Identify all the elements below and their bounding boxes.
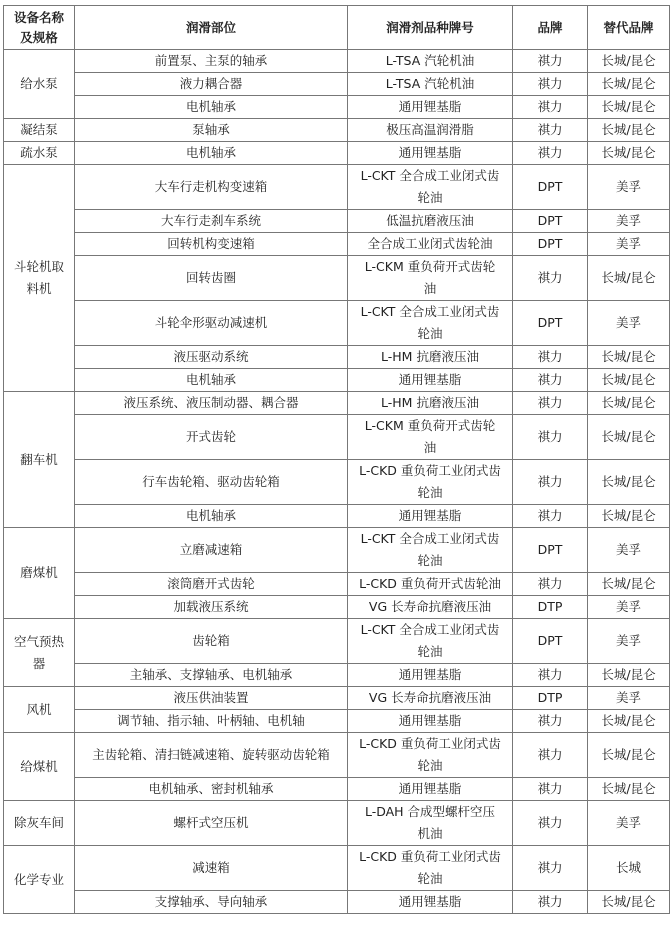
alt-brand-cell: 长城/昆仑 <box>588 710 670 733</box>
lubricant-cell <box>348 505 513 528</box>
lubricant-cell-line: 通用锂基脂 <box>398 99 462 114</box>
brand-cell: 祺力 <box>513 505 588 528</box>
equipment-cell-line: 器 <box>32 655 46 671</box>
brand-cell: 祺力 <box>513 778 588 801</box>
lubricant-cell <box>348 801 513 846</box>
alt-brand-cell: 长城/昆仑 <box>588 96 670 119</box>
table-row <box>4 891 670 914</box>
equipment-cell-line: 疏水泵 <box>20 145 58 160</box>
table-row <box>4 710 670 733</box>
lubricant-cell <box>348 733 513 778</box>
equipment-cell <box>4 801 75 846</box>
brand-cell: 祺力 <box>513 664 588 687</box>
equipment-cell-line: 凝结泵 <box>20 122 58 137</box>
lubricant-cell <box>348 346 513 369</box>
location-cell: 立磨减速箱 <box>75 528 348 573</box>
alt-brand-cell: 美孚 <box>588 165 670 210</box>
table-row <box>4 505 670 528</box>
lubricant-cell <box>348 256 513 301</box>
equipment-cell-line: 磨煤机 <box>20 565 58 580</box>
equipment-cell <box>4 142 75 165</box>
lubricant-cell <box>348 778 513 801</box>
lubricant-cell-line: 通用锂基脂 <box>398 894 462 909</box>
lubricant-cell-line: 通用锂基脂 <box>398 372 462 387</box>
brand-cell: DTP <box>513 687 588 710</box>
table-row <box>4 73 670 96</box>
equipment-cell-line: 料机 <box>26 281 52 296</box>
brand-cell: 祺力 <box>513 346 588 369</box>
location-cell: 电机轴承 <box>75 142 348 165</box>
location-cell: 回转齿圈 <box>75 256 348 301</box>
table-row <box>4 619 670 664</box>
lubricant-cell <box>348 528 513 573</box>
lubricant-cell <box>348 210 513 233</box>
brand-cell: 祺力 <box>513 392 588 415</box>
equipment-cell-line: 斗轮机取 <box>13 259 64 274</box>
brand-cell: DTP <box>513 596 588 619</box>
brand-cell: 祺力 <box>513 369 588 392</box>
lubricant-cell-line: 通用锂基脂 <box>398 781 462 796</box>
lubricant-cell-line: VG 长寿命抗磨液压油 <box>368 599 492 614</box>
table-row <box>4 119 670 142</box>
table-row <box>4 460 670 505</box>
equipment-cell-line: 除灰车间 <box>13 815 64 830</box>
lubricant-cell <box>348 891 513 914</box>
alt-brand-cell: 长城/昆仑 <box>588 73 670 96</box>
brand-cell: DPT <box>513 233 588 256</box>
location-cell: 螺杆式空压机 <box>75 801 348 846</box>
lubricant-cell-line: 通用锂基脂 <box>398 713 462 728</box>
equipment-cell <box>4 50 75 119</box>
location-cell: 电机轴承 <box>75 369 348 392</box>
location-cell: 滚筒磨开式齿轮 <box>75 573 348 596</box>
location-cell: 行车齿轮箱、驱动齿轮箱 <box>75 460 348 505</box>
lubricant-cell-line: 通用锂基脂 <box>398 508 462 523</box>
table-row <box>4 369 670 392</box>
alt-brand-cell: 长城/昆仑 <box>588 460 670 505</box>
lubricant-cell-line: L-HM 抗磨液压油 <box>381 349 479 364</box>
alt-brand-cell: 长城/昆仑 <box>588 392 670 415</box>
location-cell: 齿轮箱 <box>75 619 348 664</box>
alt-brand-cell: 长城 <box>588 846 670 891</box>
header-alt-brand: 替代品牌 <box>588 6 670 50</box>
lubricant-cell-line: L-DAH 合成型螺杆空压 <box>364 804 496 819</box>
lubricant-cell-line: 机油 <box>417 826 443 841</box>
location-cell: 斗轮伞形驱动减速机 <box>75 301 348 346</box>
location-cell: 液力耦合器 <box>75 73 348 96</box>
lubricant-cell-line: 轮油 <box>417 644 443 659</box>
lubricant-cell-line: L-CKD 重负荷工业闭式齿 <box>359 736 501 751</box>
lubricant-cell <box>348 96 513 119</box>
table-row <box>4 778 670 801</box>
header-lubricant: 润滑剂品种牌号 <box>348 6 513 50</box>
lubricant-cell-line: 通用锂基脂 <box>398 145 462 160</box>
equipment-cell <box>4 528 75 619</box>
lubricant-cell <box>348 73 513 96</box>
lubricant-cell <box>348 233 513 256</box>
header-row <box>4 6 670 50</box>
lubricant-cell <box>348 710 513 733</box>
location-cell: 泵轴承 <box>75 119 348 142</box>
lubricant-cell-line: 轮油 <box>417 190 443 205</box>
brand-cell: DPT <box>513 619 588 664</box>
alt-brand-cell: 美孚 <box>588 619 670 664</box>
brand-cell: 祺力 <box>513 891 588 914</box>
lubricant-cell-line: L-CKD 重负荷工业闭式齿 <box>359 463 501 478</box>
lubricant-cell <box>348 619 513 664</box>
alt-brand-cell: 长城/昆仑 <box>588 119 670 142</box>
lubricant-cell-line: 极压高温润滑脂 <box>386 122 474 137</box>
brand-cell: 祺力 <box>513 256 588 301</box>
lubricant-cell-line: 轮油 <box>417 485 443 500</box>
alt-brand-cell: 长城/昆仑 <box>588 505 670 528</box>
equipment-cell-line: 化学专业 <box>13 871 64 887</box>
location-cell: 调节轴、指示轴、叶柄轴、电机轴 <box>75 710 348 733</box>
lubricant-cell-line: L-CKT 全合成工业闭式齿 <box>360 622 500 637</box>
lubricant-cell <box>348 142 513 165</box>
location-cell: 主轴承、支撑轴承、电机轴承 <box>75 664 348 687</box>
lubricant-cell <box>348 415 513 460</box>
brand-cell: 祺力 <box>513 142 588 165</box>
lubricant-cell-line: L-CKT 全合成工业闭式齿 <box>360 304 500 319</box>
lubricant-cell <box>348 460 513 505</box>
brand-cell: DPT <box>513 165 588 210</box>
location-cell: 液压系统、液压制动器、耦合器 <box>75 392 348 415</box>
brand-cell: 祺力 <box>513 710 588 733</box>
table-row <box>4 346 670 369</box>
location-cell: 加载液压系统 <box>75 596 348 619</box>
equipment-cell <box>4 119 75 142</box>
equipment-cell-line: 给水泵 <box>20 76 58 91</box>
lubricant-cell-line: 轮油 <box>417 758 443 773</box>
table-row <box>4 801 670 846</box>
equipment-cell <box>4 392 75 528</box>
equipment-cell-line: 空气预热 <box>13 633 64 649</box>
alt-brand-cell: 长城/昆仑 <box>588 256 670 301</box>
lubricant-cell-line: 轮油 <box>417 871 443 886</box>
table-row <box>4 415 670 460</box>
alt-brand-cell: 美孚 <box>588 687 670 710</box>
lubrication-table <box>3 5 670 914</box>
header-equipment <box>4 6 75 50</box>
lubricant-cell <box>348 392 513 415</box>
table-row <box>4 846 670 891</box>
brand-cell: 祺力 <box>513 50 588 73</box>
alt-brand-cell: 长城/昆仑 <box>588 573 670 596</box>
location-cell: 电机轴承、密封机轴承 <box>75 778 348 801</box>
location-cell: 大车行走刹车系统 <box>75 210 348 233</box>
table-row <box>4 301 670 346</box>
brand-cell: 祺力 <box>513 801 588 846</box>
location-cell: 回转机构变速箱 <box>75 233 348 256</box>
brand-cell: 祺力 <box>513 415 588 460</box>
lubricant-cell-line: VG 长寿命抗磨液压油 <box>368 690 492 705</box>
brand-cell: DPT <box>513 528 588 573</box>
lubricant-cell-line: 通用锂基脂 <box>398 667 462 682</box>
brand-cell: 祺力 <box>513 733 588 778</box>
table-row <box>4 733 670 778</box>
equipment-cell-line: 翻车机 <box>20 451 58 467</box>
brand-cell: 祺力 <box>513 460 588 505</box>
brand-cell: 祺力 <box>513 573 588 596</box>
lubricant-cell-line: L-TSA 汽轮机油 <box>385 76 475 91</box>
brand-cell: DPT <box>513 210 588 233</box>
alt-brand-cell: 长城/昆仑 <box>588 415 670 460</box>
location-cell: 前置泵、主泵的轴承 <box>75 50 348 73</box>
table-row <box>4 256 670 301</box>
lubricant-cell <box>348 573 513 596</box>
location-cell: 液压驱动系统 <box>75 346 348 369</box>
brand-cell: 祺力 <box>513 96 588 119</box>
lubricant-cell <box>348 369 513 392</box>
lubricant-cell <box>348 596 513 619</box>
table-row <box>4 664 670 687</box>
table-row <box>4 233 670 256</box>
brand-cell: 祺力 <box>513 119 588 142</box>
table-row <box>4 687 670 710</box>
lubricant-cell <box>348 165 513 210</box>
table-row <box>4 165 670 210</box>
header-location: 润滑部位 <box>75 6 348 50</box>
lubricant-cell-line: 低温抗磨液压油 <box>386 213 474 228</box>
table-row <box>4 573 670 596</box>
alt-brand-cell: 美孚 <box>588 210 670 233</box>
location-cell: 主齿轮箱、清扫链减速箱、旋转驱动齿轮箱 <box>75 733 348 778</box>
table-row <box>4 142 670 165</box>
location-cell: 电机轴承 <box>75 96 348 119</box>
table-row <box>4 96 670 119</box>
lubricant-cell <box>348 50 513 73</box>
lubricant-cell <box>348 664 513 687</box>
equipment-cell <box>4 846 75 914</box>
table-row <box>4 210 670 233</box>
lubricant-cell-line: 油 <box>423 281 437 296</box>
location-cell: 大车行走机构变速箱 <box>75 165 348 210</box>
lubricant-cell-line: L-CKT 全合成工业闭式齿 <box>360 531 500 546</box>
equipment-cell <box>4 687 75 733</box>
lubricant-cell-line: L-CKD 重负荷开式齿轮油 <box>359 576 501 591</box>
equipment-cell <box>4 619 75 687</box>
location-cell: 开式齿轮 <box>75 415 348 460</box>
brand-cell: DPT <box>513 301 588 346</box>
alt-brand-cell: 美孚 <box>588 233 670 256</box>
table-row <box>4 50 670 73</box>
equipment-cell-line: 给煤机 <box>20 758 58 774</box>
lubricant-cell <box>348 846 513 891</box>
header-brand: 品牌 <box>513 6 588 50</box>
equipment-cell <box>4 733 75 801</box>
table-row <box>4 596 670 619</box>
lubricant-cell-line: L-CKD 重负荷工业闭式齿 <box>359 849 501 864</box>
lubricant-cell-line: L-CKM 重负荷开式齿轮 <box>364 259 496 274</box>
location-cell: 支撑轴承、导向轴承 <box>75 891 348 914</box>
lubricant-cell-line: L-HM 抗磨液压油 <box>381 395 479 410</box>
lubricant-cell <box>348 301 513 346</box>
lubricant-cell-line: L-TSA 汽轮机油 <box>385 53 475 68</box>
location-cell: 电机轴承 <box>75 505 348 528</box>
alt-brand-cell: 长城/昆仑 <box>588 142 670 165</box>
brand-cell: 祺力 <box>513 846 588 891</box>
lubricant-cell-line: 轮油 <box>417 553 443 568</box>
equipment-cell <box>4 165 75 392</box>
alt-brand-cell: 美孚 <box>588 596 670 619</box>
alt-brand-cell: 美孚 <box>588 301 670 346</box>
alt-brand-cell: 长城/昆仑 <box>588 778 670 801</box>
lubricant-cell <box>348 119 513 142</box>
brand-cell: 祺力 <box>513 73 588 96</box>
alt-brand-cell: 美孚 <box>588 801 670 846</box>
lubricant-cell-line: 全合成工业闭式齿轮油 <box>367 236 493 251</box>
header-equipment-line-2: 及规格 <box>20 29 58 45</box>
header-equipment-line-1: 设备名称 <box>13 9 64 25</box>
alt-brand-cell: 美孚 <box>588 528 670 573</box>
alt-brand-cell: 长城/昆仑 <box>588 733 670 778</box>
lubricant-cell-line: L-CKT 全合成工业闭式齿 <box>360 168 500 183</box>
lubricant-cell <box>348 687 513 710</box>
location-cell: 减速箱 <box>75 846 348 891</box>
lubricant-cell-line: L-CKM 重负荷开式齿轮 <box>364 418 496 433</box>
alt-brand-cell: 长城/昆仑 <box>588 346 670 369</box>
location-cell: 液压供油装置 <box>75 687 348 710</box>
lubricant-cell-line: 轮油 <box>417 326 443 341</box>
equipment-cell-line: 风机 <box>26 701 52 717</box>
table-row <box>4 392 670 415</box>
alt-brand-cell: 长城/昆仑 <box>588 369 670 392</box>
table-body <box>4 50 670 914</box>
alt-brand-cell: 长城/昆仑 <box>588 664 670 687</box>
alt-brand-cell: 长城/昆仑 <box>588 891 670 914</box>
lubricant-cell-line: 油 <box>423 440 437 455</box>
table-row <box>4 528 670 573</box>
alt-brand-cell: 长城/昆仑 <box>588 50 670 73</box>
